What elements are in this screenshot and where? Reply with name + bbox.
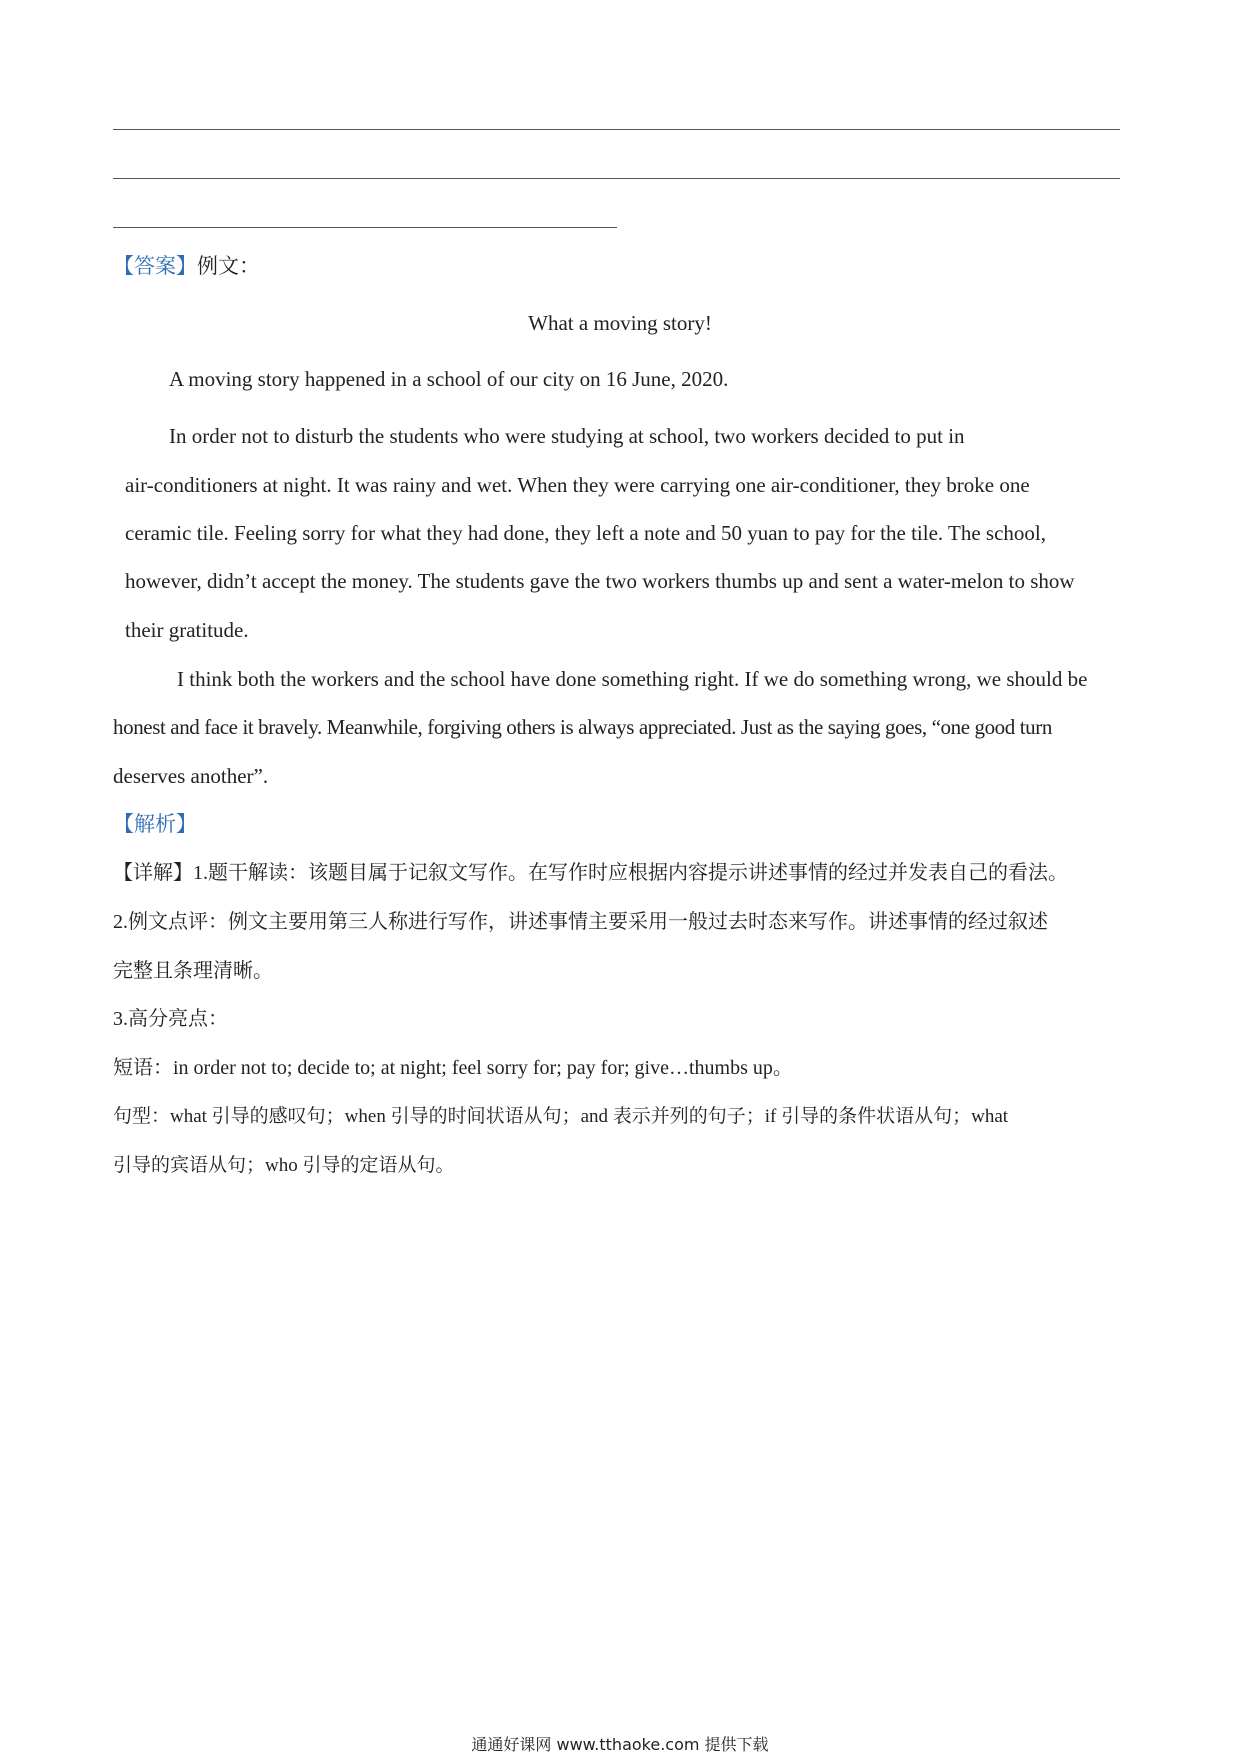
- analysis-label: 【解析】: [113, 812, 197, 836]
- analysis-line: 2.例文点评：例文主要用第三人称进行写作，讲述事情主要采用一般过去时态来写作。讲述事情的经过叙述: [113, 911, 1048, 933]
- analysis-line: 【详解】1.题干解读：该题目属于记叙文写作。在写作时应根据内容提示讲述事情的经过并发表自己的看法。: [113, 862, 1068, 884]
- essay-paragraph-2-line: In order not to disturb the students who were studying at school, two workers decided to put in: [169, 424, 965, 448]
- essay-paragraph-2-line: air-conditioners at night. It was rainy and wet. When they were carrying one air-conditioner, they broke one: [125, 473, 1030, 497]
- answer-heading: [113, 253, 260, 279]
- analysis-line: 短语：in order not to; decide to; at night; feel sorry for; pay for; give…thumbs up。: [113, 1057, 793, 1079]
- writing-line-3: [113, 227, 617, 228]
- example-label: 例文：: [197, 254, 260, 278]
- page-footer: 通通好课网 www.tthaoke.com 提供下载: [471, 1735, 769, 1754]
- analysis-line: 引导的宾语从句；who 引导的定语从句。: [113, 1155, 455, 1176]
- essay-paragraph-2-line: however, didn’t accept the money. The students gave the two workers thumbs up and sent a water-melon to show: [125, 569, 1075, 593]
- essay-paragraph-2-line: ceramic tile. Feeling sorry for what they had done, they left a note and 50 yuan to pay for the tile. The school,: [125, 521, 1046, 545]
- essay-paragraph-2-line: their gratitude.: [125, 618, 249, 642]
- essay-title: What a moving story!: [528, 311, 712, 335]
- answer-label: 【答案】: [113, 254, 197, 278]
- writing-line-2: [113, 178, 1120, 179]
- writing-line-1: [113, 129, 1120, 130]
- essay-paragraph-3-line: deserves another”.: [113, 764, 269, 788]
- analysis-line: 句型：what 引导的感叹句；when 引导的时间状语从句；and 表示并列的句子；if 引导的条件状语从句；what: [113, 1106, 1009, 1127]
- analysis-line: 完整且条理清晰。: [113, 960, 273, 982]
- analysis-line: 3.高分亮点：: [113, 1008, 228, 1030]
- essay-paragraph-3-line: honest and face it bravely. Meanwhile, forgiving others is always appreciated. Just as the saying goes, “one good turn: [113, 715, 1052, 739]
- essay-paragraph-1: A moving story happened in a school of our city on 16 June, 2020.: [169, 367, 729, 391]
- essay-paragraph-3-line: I think both the workers and the school have done something right. If we do something wrong, we should be: [177, 667, 1088, 691]
